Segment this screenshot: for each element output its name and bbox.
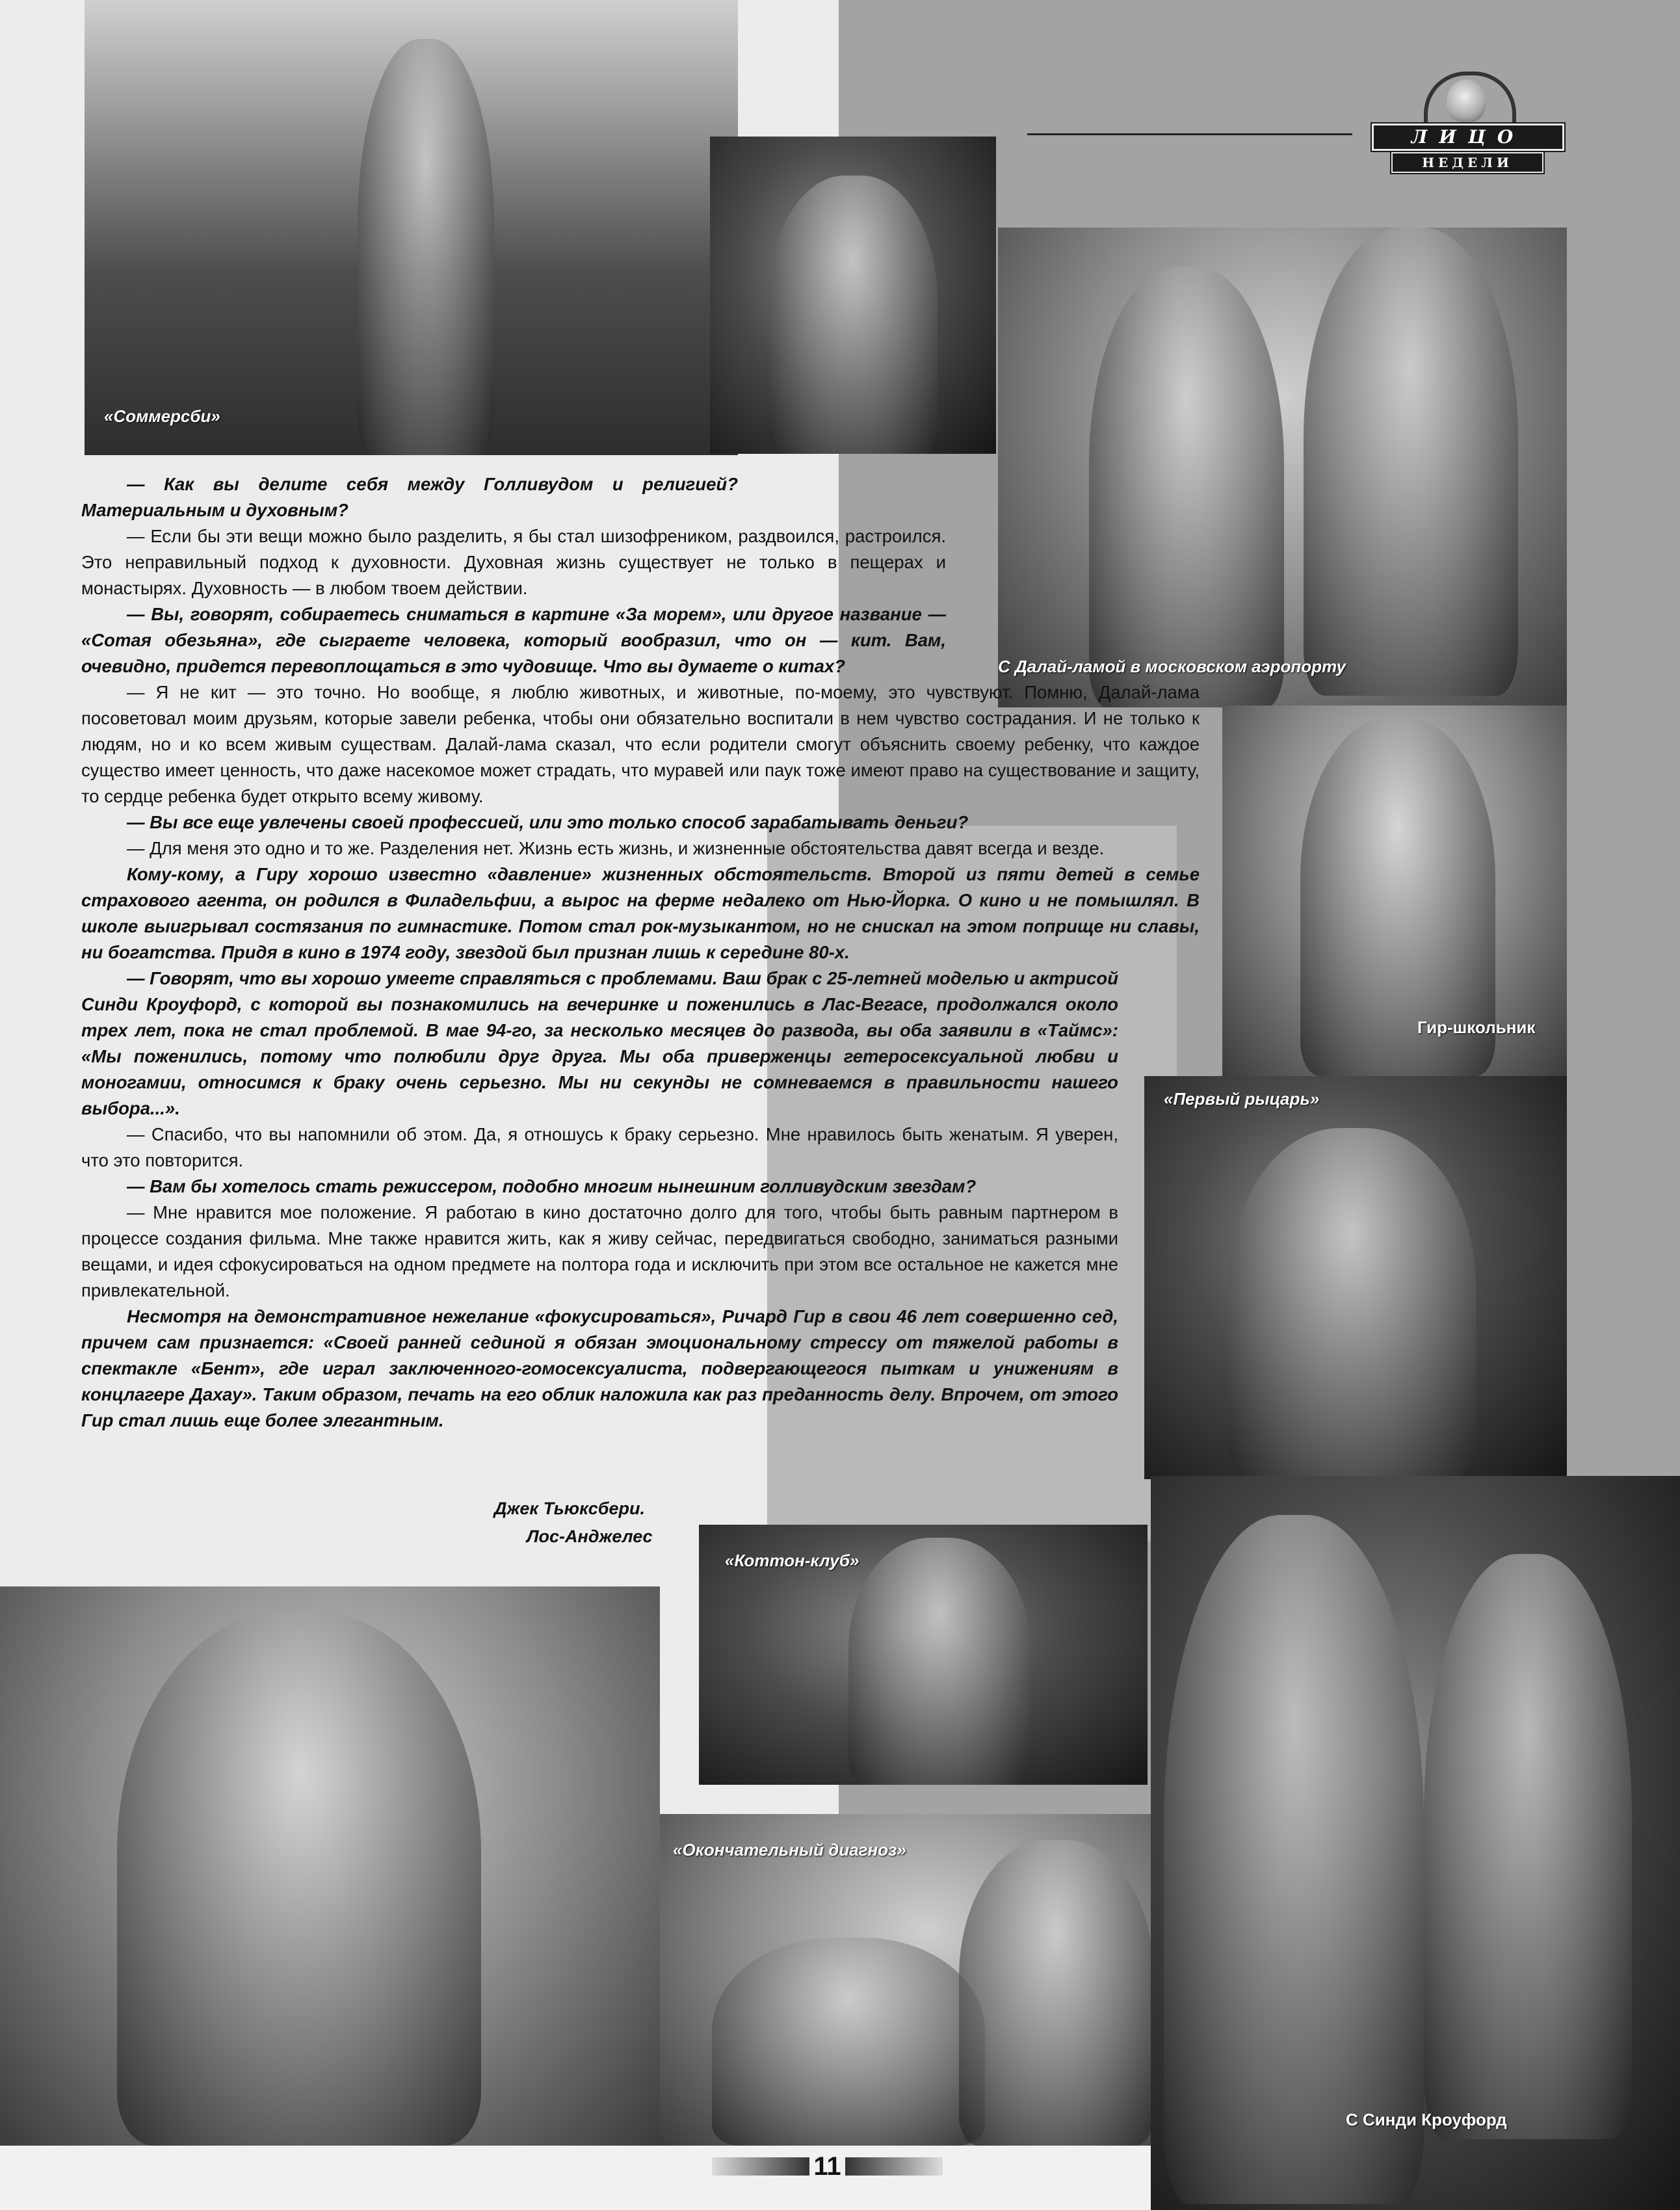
photo-schoolboy [1222, 705, 1567, 1076]
caption-schoolboy: Гир-школьник [1417, 1018, 1536, 1037]
logo-sub-text: НЕДЕЛИ [1391, 152, 1543, 173]
article-paragraph: — Вы, говорят, собираетесь сниматься в картине «За морем», или другое название — «Сотая обезьяна», где сыграете человека, который вообразил, что он — кит. Вам, очевидно, придется перевоплощаться в это чудовище. Что вы думаете о китах? [81, 604, 946, 676]
caption-knight: «Первый рыцарь» [1164, 1089, 1320, 1109]
caption-dalai: С Далай-ламой в московском аэропорту [998, 657, 1346, 676]
article-paragraph: — Вам бы хотелось стать режиссером, подобно многим нынешним голливудским звездам? [127, 1176, 977, 1196]
article-paragraph: — Вы все еще увлечены своей профессией, или это только способ зарабатывать деньги? [127, 812, 969, 832]
page-number-bar-right [845, 2157, 943, 2176]
article-paragraph: Несмотря на демонстративное нежелание «фокусироваться», Ричард Гир в свои 46 лет совершенно сед, причем сам признается: «Своей ранней сединой я обязан эмоциональному стрессу от тяжелой работы в спектакле «Бент», где играл заключенного-гомосексуалиста, подвергающегося пыткам и унижениям в концлагере Дахау». Таким образом, печать на его облик наложила как раз преданность делу. Впрочем, от этого Гир стал лишь еще более элегантным. [81, 1306, 1118, 1430]
photo-cindy-crawford [1151, 1476, 1680, 2210]
page-number: 11 [813, 2152, 841, 2181]
photo-hand-on-head [0, 1586, 660, 2146]
logo-lico-nedeli [1359, 72, 1573, 182]
caption-diagnosis: «Окончательный диагноз» [673, 1840, 906, 1860]
photo-first-knight [1144, 1076, 1567, 1479]
article-paragraph: Кому-кому, а Гиру хорошо известно «давление» жизненных обстоятельств. Второй из пяти детей в семье страхового агента, он родился в Филадельфии, а вырос на ферме недалеко от Нью-Йорка. О кино и не помышлял. В школе выигрывал состязания по гимнастике. Потом стал рок-музыкантом, но не снискал на этом поприще ни славы, ни богатства. Придя в кино в 1974 году, звездой был признан лишь к середине 80-х. [81, 864, 1200, 962]
caption-cotton: «Коттон-клуб» [725, 1551, 860, 1570]
photo-sommersby [85, 0, 738, 455]
article-paragraph: — Говорят, что вы хорошо умеете справляться с проблемами. Ваш брак с 25-летней моделью и актрисой Синди Кроуфорд, с которой вы познакомились на вечеринке и поженились в Лас-Вегасе, продолжался около трех лет, пока не стал проблемой. В мае 94-го, за несколько месяцев до развода, вы оба заявили в «Таймс»: «Мы поженились, потому что полюбили друг друга. Мы оба приверженцы гетеросексуальной любви и моногамии, относимся к браку очень серьезно. Мы ни секунды не сомневаемся в правильности нашего выбора...». [81, 968, 1118, 1118]
caption-sommersby: «Соммерсби» [104, 406, 220, 426]
article-paragraph: — Для меня это одно и то же. Разделения нет. Жизнь есть жизнь, и жизненные обстоятельства давят всегда и везде. [127, 838, 1105, 858]
caption-cindy: С Синди Кроуфорд [1346, 2110, 1507, 2129]
page-number-bar-left [712, 2157, 809, 2176]
logo-rule [1027, 133, 1352, 135]
photo-cotton-club [699, 1525, 1148, 1785]
article-paragraph: — Я не кит — это точно. Но вообще, я люблю животных, и животные, по-моему, это чувствуют. Помню, Далай-лама посоветовал моим друзьям, которые завели ребенка, чтобы они обязательно воспитали в нем чувство сострадания. И не только к людям, но и ко всем живым существам. Далай-лама сказал, что если родители смогут объяснить своему ребенку, что каждое существо имеет ценность, что даже насекомое может страдать, что муравей или паук тоже имеют право на существование и защиту, то сердце ребенка будет открыто всему живому. [81, 682, 1200, 806]
article-paragraph: — Мне нравится мое положение. Я работаю в кино достаточно долго для того, чтобы быть равным партнером в процессе создания фильма. Мне также нравится жить, как я живу сейчас, передвигаться свободно, заниматься разными вещами, и идея сфокусироваться на одном предмете на полтора года и исключить при этом все остальное не кажется мне привлекательной. [81, 1202, 1118, 1300]
article-paragraph: — Как вы делите себя между Голливудом и религией? Материальным и духовным? [81, 474, 738, 520]
signature-name: Джек Тьюксбери. [494, 1499, 646, 1518]
signature-place: Лос-Анджелес [527, 1527, 653, 1546]
photo-final-analysis [660, 1814, 1193, 2146]
photo-portrait-hand [710, 137, 996, 454]
article-body [81, 471, 1200, 1434]
article-paragraph: — Если бы эти вещи можно было разделить, я бы стал шизофреником, раздвоился, растроился. Это неправильный подход к духовности. Духовная жизнь существует не только в пещерах и монастырях. Духовность — в любом твоем действии. [81, 526, 946, 598]
article-paragraph: — Спасибо, что вы напомнили об этом. Да, я отношусь к браку серьезно. Мне нравилось быть женатым. Я уверен, что это повторится. [81, 1124, 1118, 1170]
bust-icon [1447, 79, 1486, 122]
logo-main-text: ЛИЦО [1372, 124, 1564, 151]
